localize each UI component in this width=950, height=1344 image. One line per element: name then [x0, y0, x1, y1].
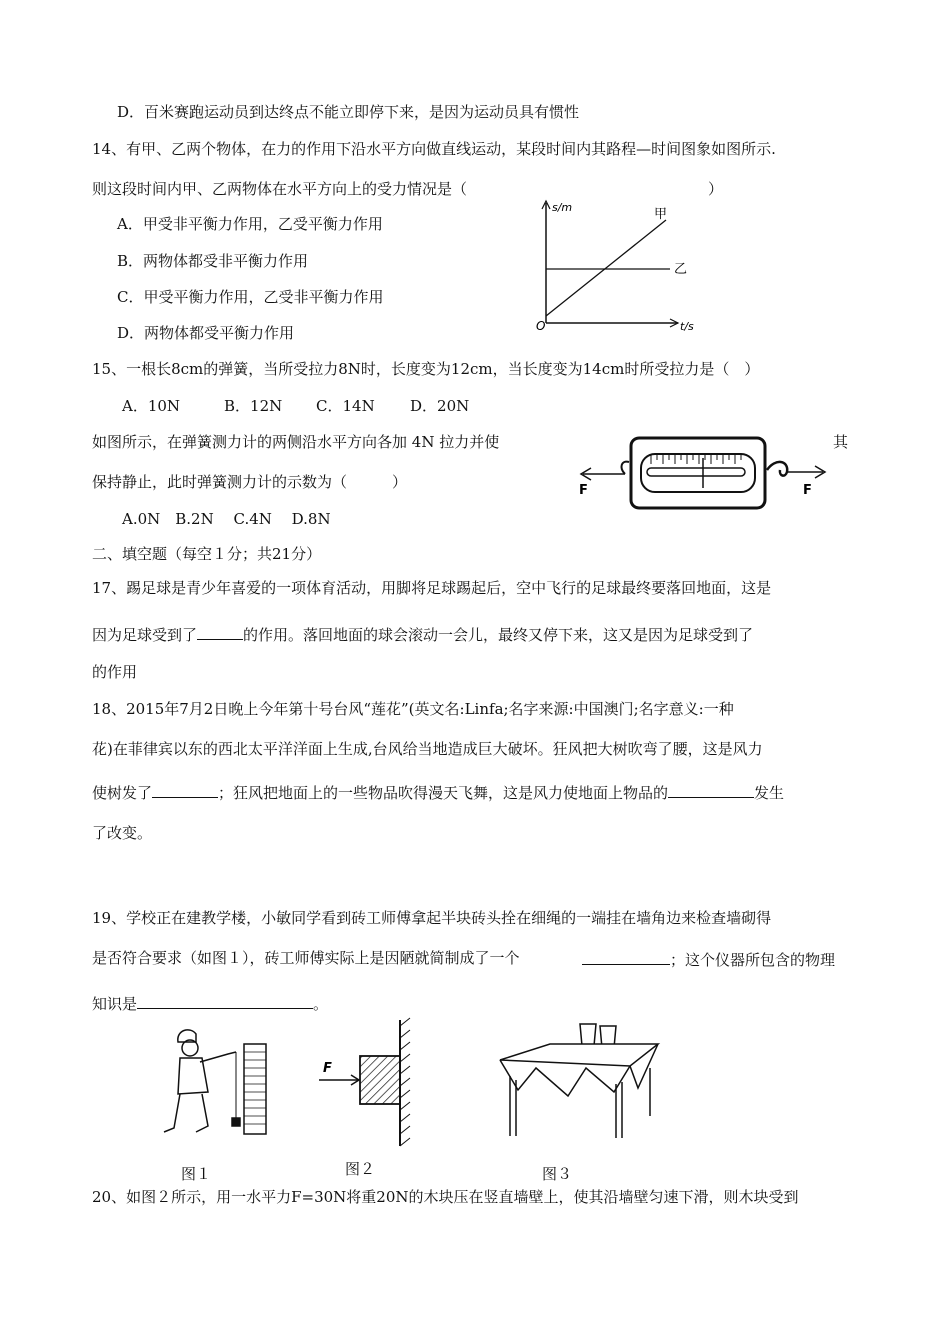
brick-wall — [244, 1044, 266, 1134]
q18-line3-part1: 使树发了 — [92, 784, 153, 802]
q13-option-d: D．百米赛跑运动员到达终点不能立即停下来，是因为运动员具有惯性 — [117, 103, 580, 121]
worker-arm — [200, 1052, 236, 1062]
q18-blank-2[interactable] — [668, 781, 754, 798]
q19-line1: 19、学校正在建教学楼，小敏同学看到砖工师傅拿起半块砖头拴在细绳的一端挂在墙角边来检查墙砌得 — [92, 909, 772, 927]
q14-option-a: A．甲受非平衡力作用，乙受平衡力作用 — [117, 215, 383, 233]
fig2-force-label: F — [323, 1061, 332, 1076]
wood-block — [360, 1056, 400, 1104]
q15-option-b: B．12N — [224, 397, 283, 415]
q17-line2-part1: 因为足球受到了 — [92, 626, 198, 644]
left-hook — [622, 462, 629, 474]
q14-option-b: B．两物体都受非平衡力作用 — [117, 252, 309, 270]
fig3-table-cups — [490, 1018, 665, 1148]
q15-option-c: C．14N — [316, 397, 375, 415]
q18-blank-1[interactable] — [152, 781, 218, 798]
section2-title: 二、填空题（每空１分；共21分） — [92, 545, 322, 563]
worker-leg-left — [164, 1094, 180, 1132]
q19-line3-part2: 。 — [313, 995, 329, 1013]
right-hook — [767, 462, 787, 476]
graph-y-label: s/m — [552, 201, 573, 214]
q15-option-d: D．20N — [410, 397, 470, 415]
graph-jia-label: 甲 — [654, 207, 668, 222]
worker-leg-right — [196, 1094, 208, 1132]
q19-line2-blank-wrap — [582, 948, 835, 970]
left-force-label: F — [579, 483, 588, 498]
right-force-label: F — [803, 483, 812, 498]
graph-x-label: t/s — [680, 320, 694, 333]
q19-line2 — [92, 948, 520, 968]
q18-line3 — [92, 781, 784, 803]
q14-stem-line2 — [92, 179, 467, 199]
q19-line3 — [92, 992, 328, 1014]
worker-body — [178, 1058, 208, 1094]
q18-line1: 18、2015年7月2日晚上今年第十号台风“莲花”(英文名:Linfa;名字来源:中国澳门;名字意义:一种 — [92, 700, 734, 718]
q14-option-c: C．甲受平衡力作用，乙受非平衡力作用 — [117, 288, 384, 306]
q18-line3-part2: ；狂风把地面上的一些物品吹得漫天飞舞，这是风力使地面上物品的 — [218, 784, 669, 802]
graph-line-jia — [546, 220, 666, 316]
graph-yi-label: 乙 — [674, 262, 688, 277]
q17-line3: 的作用 — [92, 663, 138, 681]
q20-line1: 20、如图２所示，用一水平力F=30N将重20N的木块压在竖直墙壁上，使其沿墙壁匀速下滑，则木块受到 — [92, 1188, 799, 1206]
fig2-caption: 图２ — [345, 1160, 376, 1178]
cup-left — [580, 1024, 596, 1046]
fig1-caption: 图１ — [181, 1165, 212, 1183]
q18-line3-part3: 发生 — [754, 784, 785, 802]
plumb-bob — [232, 1118, 240, 1126]
q18-line4: 了改变。 — [92, 824, 153, 842]
fig2-block-wall — [315, 1018, 435, 1148]
q15-stem: 15、一根长8cm的弹簧，当所受拉力8N时，长度变为12cm，当长度变为14cm时所受拉力是（ ） — [92, 360, 760, 378]
q15-option-a: A．10N — [122, 397, 181, 415]
q19-blank-1[interactable] — [582, 948, 670, 965]
q19-line3-part1: 知识是 — [92, 995, 138, 1013]
q14-stem-line2-text: 则这段时间内甲、乙两物体在水平方向上的受力情况是（ — [92, 180, 468, 198]
spring-scale-figure — [575, 432, 830, 517]
q17-blank-1[interactable] — [197, 623, 243, 640]
q17-line2-part2: 的作用。落回地面的球会滚动一会儿，最终又停下来，这又是因为足球受到了 — [243, 626, 754, 644]
q16-stem-line1-end: 其 — [833, 433, 849, 451]
st-graph — [530, 198, 710, 338]
q18-line2: 花)在菲律宾以东的西北太平洋洋面上生成,台风给当地造成巨大破坏。狂风把大树吹弯了腰，这是风力 — [92, 740, 763, 758]
brick-lines — [244, 1052, 266, 1124]
q14-stem-line1: 14、有甲、乙两个物体，在力的作用下沿水平方向做直线运动，某段时间内其路程—时间图象如图所示. — [92, 140, 776, 158]
q16-stem-line2: 保持静止，此时弹簧测力计的示数为（ ） — [92, 473, 408, 491]
q19-line2-part1: 是否符合要求（如图１），砖工师傅实际上是因陋就简制成了一个 — [92, 949, 520, 967]
q16-options: A.0N B.2N C.4N D.8N — [122, 510, 331, 528]
table-top — [500, 1044, 658, 1066]
q16-stem-line1: 如图所示，在弹簧测力计的两侧沿水平方向各加 4N 拉力并使 — [92, 433, 500, 451]
q19-line2-part2: ；这个仪器所包含的物理 — [670, 951, 836, 969]
q14-option-d: D．两物体都受平衡力作用 — [117, 324, 295, 342]
wall-hatching — [400, 1018, 410, 1146]
fig1-worker-plumb — [150, 1020, 275, 1140]
graph-origin-label: O — [536, 319, 546, 333]
q17-line2 — [92, 623, 753, 645]
q19-blank-2[interactable] — [137, 992, 313, 1009]
fig3-caption: 图３ — [542, 1165, 573, 1183]
q17-line1: 17、踢足球是青少年喜爱的一项体育活动，用脚将足球踢起后，空中飞行的足球最终要落回地面，这是 — [92, 579, 772, 597]
q14-stem-close: ） — [708, 180, 724, 198]
